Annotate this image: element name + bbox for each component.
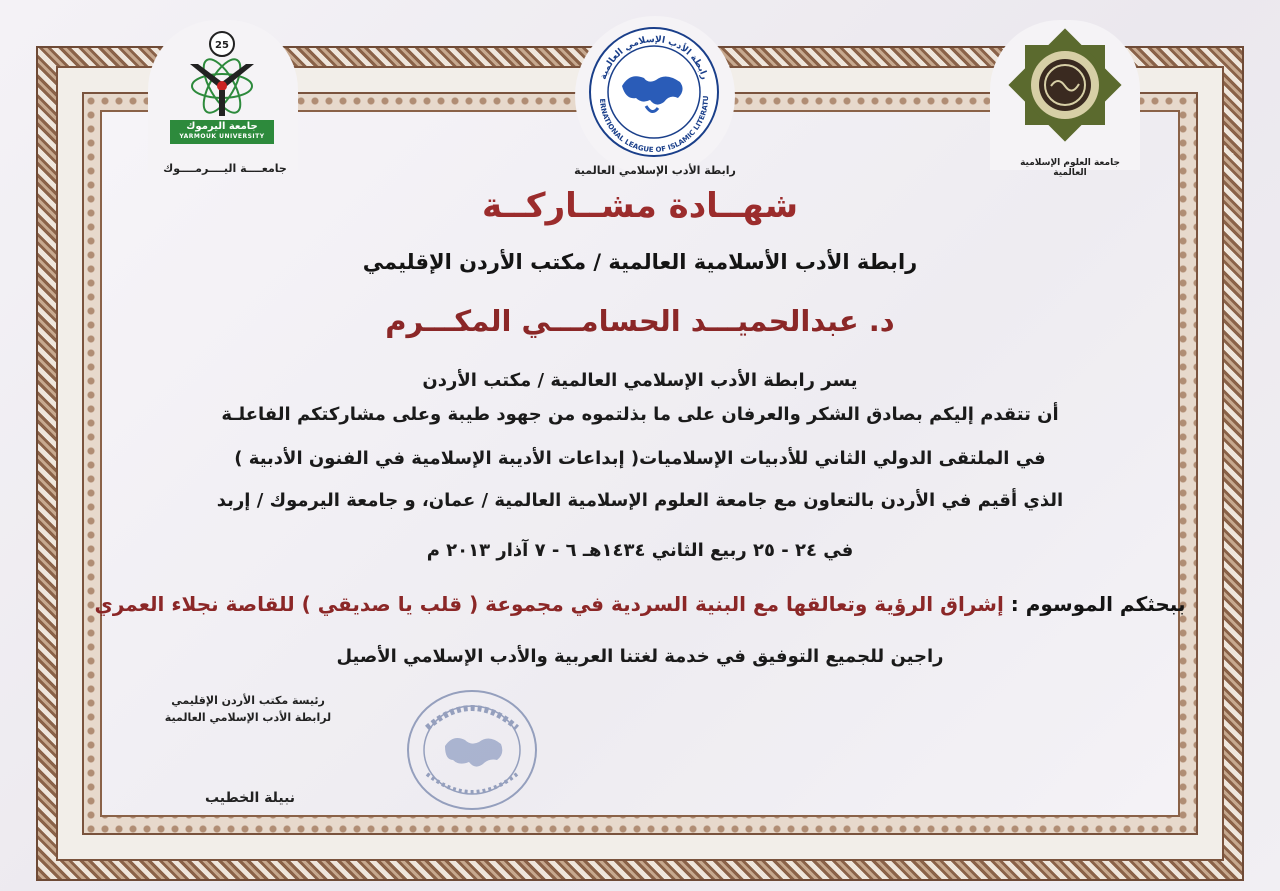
league-ring-english: ERNATIONAL LEAGUE OF ISLAMIC LITERATU (597, 95, 711, 155)
body-line-1: يسر رابطة الأدب الإسلامي العالمية / مكتب الأردن (422, 370, 858, 391)
signature-block (148, 692, 348, 726)
league-ring-arabic: رابطة الأدب الإسلامي العالمية (598, 34, 710, 81)
yarmouk-band-english: YARMOUK UNIVERSITY (179, 133, 265, 140)
left-logo-caption: جامعــــة اليــــرمــــوك (163, 162, 287, 175)
signature-title-line-2: لرابطة الأدب الإسلامي العالمية (164, 711, 332, 724)
right-logo-caption: جامعة العلوم الإسلامية العالمية (1020, 158, 1120, 178)
eight-point-star-icon (1004, 24, 1126, 146)
league-globe-icon (586, 24, 722, 160)
issuer-line: رابطة الأدب الأسلامية العالمية / مكتب الأردن الإقليمي (362, 250, 918, 274)
signature-title-line-1: رئيسة مكتب الأردن الإقليمي (171, 694, 325, 707)
yarmouk-band-arabic: جامعة اليرموك (186, 121, 258, 132)
official-stamp (405, 688, 539, 812)
body-line-date: في ٢٤ - ٢٥ ربيع الثاني ١٤٣٤هـ ٦ - ٧ آذار ٢٠١٣ م (426, 540, 854, 561)
yarmouk-badge-number: 25 (215, 40, 229, 51)
research-line (0, 592, 1280, 616)
body-line-3: في الملتقى الدولي الثاني للأدبيات الإسلاميات( إبداعات الأديبة الإسلامية في الفنون الأدبية ) (234, 448, 1046, 469)
stamp-seal-icon (405, 688, 539, 812)
islamic-sciences-university-logo (1004, 24, 1126, 146)
body-line-2: أن تتقدم إليكم بصادق الشكر والعرفان على ما بذلتموه من جهود طيبة وعلى مشاركتكم الفاعلـة (221, 404, 1059, 425)
closing-line: راجين للجميع التوفيق في خدمة لغتنا العربية والأدب الإسلامي الأصيل (336, 646, 944, 667)
yarmouk-emblem-icon (160, 24, 284, 124)
research-lead: ببحثكم الموسوم : (1003, 592, 1186, 616)
research-topic: إشراق الرؤية وتعالقها مع البنية السردية في مجموعة ( قلب يا صديقي ) للقاصة نجلاء العمري (94, 592, 1004, 616)
recipient-name: د. عبدالحميـــد الحسامـــي المكـــرم (385, 304, 895, 338)
body-line-4: الذي أقيم في الأردن بالتعاون مع جامعة العلوم الإسلامية العالمية / عمان، و جامعة اليرموك / إربد (216, 490, 1064, 511)
signatory-name: نبيلة الخطيب (204, 790, 296, 806)
yarmouk-name-band (170, 120, 274, 144)
yarmouk-university-logo (160, 24, 284, 154)
islamic-literature-league-logo (586, 24, 722, 160)
certificate-title: شهــادة مشــاركــة (481, 186, 799, 226)
center-logo-caption: رابطة الأدب الإسلامي العالمية (574, 164, 736, 177)
